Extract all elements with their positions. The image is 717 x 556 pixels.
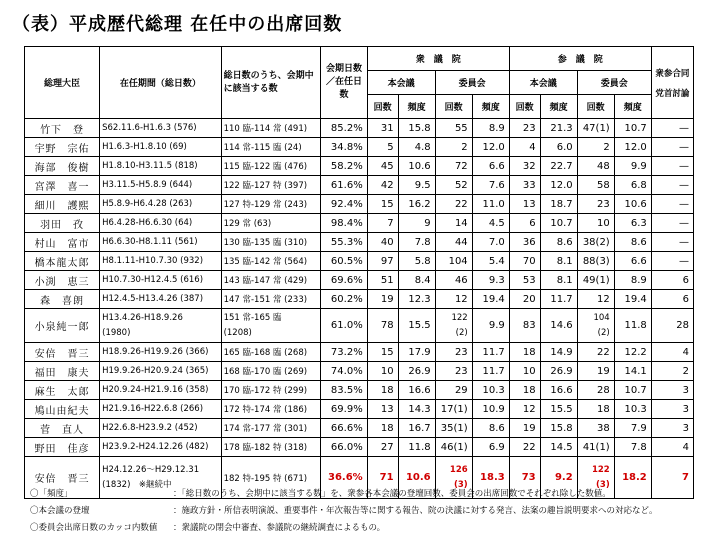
sh-iinkai-count: 17(1): [435, 400, 472, 419]
table-row: [25, 309, 694, 343]
header-kaisu: 回数: [509, 95, 540, 119]
sa-iinkai-count: 122 (3): [577, 457, 614, 499]
sa-iinkai-count: 104 (2): [577, 309, 614, 343]
header-joint-top: 衆参合同: [655, 68, 690, 79]
sa-honkaigi-count: 83: [509, 309, 540, 343]
sh-honkaigi-count: 78: [367, 309, 398, 343]
sh-honkaigi-freq: 16.7: [398, 419, 435, 438]
sa-honkaigi-count: 53: [509, 271, 540, 290]
sh-iinkai-count: 46(1): [435, 438, 472, 457]
joint-debate: 3: [651, 381, 693, 400]
sa-honkaigi-freq: 14.9: [540, 343, 577, 362]
notes: [30, 486, 658, 537]
sa-iinkai-freq: 6.6: [614, 252, 651, 271]
sh-honkaigi-count: 31: [367, 119, 398, 138]
sh-iinkai-freq: 19.4: [472, 290, 509, 309]
sa-honkaigi-count: 10: [509, 362, 540, 381]
sh-honkaigi-count: 15: [367, 195, 398, 214]
sa-honkaigi-freq: 12.0: [540, 176, 577, 195]
table-row: [25, 119, 694, 138]
term-period: H23.9.2-H24.12.26 (482): [100, 438, 221, 457]
sa-honkaigi-count: 23: [509, 119, 540, 138]
session-days: 174 常-177 常 (301): [221, 419, 321, 438]
sa-iinkai-freq: 7.9: [614, 419, 651, 438]
sh-iinkai-count: 2: [435, 138, 472, 157]
sh-iinkai-freq: 9.9: [472, 309, 509, 343]
sa-honkaigi-count: 36: [509, 233, 540, 252]
pm-name: 細川 護熙: [25, 195, 100, 214]
sa-honkaigi-freq: 11.7: [540, 290, 577, 309]
sh-iinkai-count: 22: [435, 195, 472, 214]
sh-honkaigi-count: 13: [367, 400, 398, 419]
joint-debate: 6: [651, 290, 693, 309]
sh-honkaigi-count: 97: [367, 252, 398, 271]
session-rate: 60.5%: [321, 252, 367, 271]
session-rate: 55.3%: [321, 233, 367, 252]
table-row: [25, 157, 694, 176]
sh-honkaigi-freq: 9: [398, 214, 435, 233]
joint-debate: 7: [651, 457, 693, 499]
sa-honkaigi-freq: 18.7: [540, 195, 577, 214]
sa-iinkai-freq: 11.8: [614, 309, 651, 343]
joint-debate: —: [651, 214, 693, 233]
pm-name: 羽田 孜: [25, 214, 100, 233]
term-period: H1.6.3-H1.8.10 (69): [100, 138, 221, 157]
table-row: [25, 362, 694, 381]
header-hindo: 頻度: [472, 95, 509, 119]
term-period: H6.6.30-H8.1.11 (561): [100, 233, 221, 252]
pm-name: 宮澤 喜一: [25, 176, 100, 195]
session-rate: 61.0%: [321, 309, 367, 343]
sh-iinkai-freq: 4.5: [472, 214, 509, 233]
sa-honkaigi-freq: 22.7: [540, 157, 577, 176]
session-days: 129 常 (63): [221, 214, 321, 233]
joint-debate: —: [651, 176, 693, 195]
joint-debate: —: [651, 157, 693, 176]
sa-iinkai-freq: 8.6: [614, 233, 651, 252]
term-period: H24.12.26～H29.12.31 (1832) ※継続中: [100, 457, 221, 499]
sh-honkaigi-count: 5: [367, 138, 398, 157]
session-days: 178 臨-182 特 (318): [221, 438, 321, 457]
sa-iinkai-freq: 10.7: [614, 119, 651, 138]
sh-honkaigi-count: 7: [367, 214, 398, 233]
pm-name: 小渕 恵三: [25, 271, 100, 290]
sh-iinkai-count: 46: [435, 271, 472, 290]
header-kaisu: 回数: [435, 95, 472, 119]
sh-honkaigi-freq: 12.3: [398, 290, 435, 309]
session-days: 127 特-129 常 (243): [221, 195, 321, 214]
sa-honkaigi-freq: 15.5: [540, 400, 577, 419]
header-period: 在任期間（総日数）: [100, 47, 221, 119]
sh-honkaigi-freq: 5.8: [398, 252, 435, 271]
table-row: [25, 381, 694, 400]
sa-honkaigi-count: 12: [509, 400, 540, 419]
sa-honkaigi-count: 4: [509, 138, 540, 157]
sa-iinkai-freq: 9.9: [614, 157, 651, 176]
sa-honkaigi-freq: 21.3: [540, 119, 577, 138]
header-sa-honkaigi: 本会議: [509, 71, 577, 95]
session-rate: 69.9%: [321, 400, 367, 419]
sa-honkaigi-count: 32: [509, 157, 540, 176]
joint-debate: 6: [651, 271, 693, 290]
sh-honkaigi-count: 45: [367, 157, 398, 176]
table-row: [25, 138, 694, 157]
header-hindo: 頻度: [398, 95, 435, 119]
sh-honkaigi-count: 19: [367, 290, 398, 309]
session-rate: 36.6%: [321, 457, 367, 499]
sh-honkaigi-count: 42: [367, 176, 398, 195]
sa-iinkai-freq: 8.9: [614, 271, 651, 290]
pm-name: 麻生 太郎: [25, 381, 100, 400]
session-rate: 69.6%: [321, 271, 367, 290]
sh-iinkai-count: 126 (3): [435, 457, 472, 499]
sh-honkaigi-freq: 15.8: [398, 119, 435, 138]
sa-iinkai-count: 12: [577, 290, 614, 309]
session-rate: 66.6%: [321, 419, 367, 438]
note-honkaigi: 〇本会議の登壇 ：施政方針・所信表明演説、重要事件・年次報告等に関する報告、院の決議に対する発言、法案の趣旨説明要求への対応など。: [30, 506, 658, 516]
term-period: H1.8.10-H3.11.5 (818): [100, 157, 221, 176]
session-days: 135 臨-142 常 (564): [221, 252, 321, 271]
sh-honkaigi-freq: 10.6: [398, 457, 435, 499]
sh-iinkai-count: 72: [435, 157, 472, 176]
sh-iinkai-freq: 10.9: [472, 400, 509, 419]
sh-honkaigi-count: 71: [367, 457, 398, 499]
sh-honkaigi-freq: 16.2: [398, 195, 435, 214]
sa-iinkai-count: 28: [577, 381, 614, 400]
sa-honkaigi-count: 13: [509, 195, 540, 214]
sa-honkaigi-count: 20: [509, 290, 540, 309]
session-days: 115 臨-122 臨 (476): [221, 157, 321, 176]
sa-honkaigi-freq: 8.1: [540, 271, 577, 290]
sa-honkaigi-freq: 16.6: [540, 381, 577, 400]
sh-iinkai-count: 122 (2): [435, 309, 472, 343]
sh-iinkai-freq: 11.0: [472, 195, 509, 214]
sa-honkaigi-count: 70: [509, 252, 540, 271]
session-days: 122 臨-127 特 (397): [221, 176, 321, 195]
term-period: H18.9.26-H19.9.26 (366): [100, 343, 221, 362]
sh-honkaigi-freq: 9.5: [398, 176, 435, 195]
sh-honkaigi-freq: 15.5: [398, 309, 435, 343]
table-row: [25, 233, 694, 252]
pm-name: 菅 直人: [25, 419, 100, 438]
session-rate: 34.8%: [321, 138, 367, 157]
table-row: [25, 195, 694, 214]
term-period: H21.9.16-H22.6.8 (266): [100, 400, 221, 419]
term-period: H20.9.24-H21.9.16 (358): [100, 381, 221, 400]
session-days: 165 臨-168 臨 (268): [221, 343, 321, 362]
sa-iinkai-freq: 12.0: [614, 138, 651, 157]
session-days: 143 臨-147 常 (429): [221, 271, 321, 290]
pm-name: 村山 富市: [25, 233, 100, 252]
sa-honkaigi-count: 22: [509, 438, 540, 457]
sa-iinkai-count: 19: [577, 362, 614, 381]
sa-honkaigi-freq: 8.6: [540, 233, 577, 252]
header-hindo: 頻度: [540, 95, 577, 119]
header-days: 総日数のうち、会期中に該当する数: [221, 47, 321, 119]
sh-iinkai-count: 44: [435, 233, 472, 252]
session-days: 170 臨-172 特 (299): [221, 381, 321, 400]
sa-iinkai-freq: 10.6: [614, 195, 651, 214]
sh-iinkai-count: 35(1): [435, 419, 472, 438]
sh-iinkai-freq: 9.3: [472, 271, 509, 290]
sh-iinkai-freq: 5.4: [472, 252, 509, 271]
session-rate: 98.4%: [321, 214, 367, 233]
pm-name: 福田 康夫: [25, 362, 100, 381]
pm-name: 森 喜朗: [25, 290, 100, 309]
pm-name: 鳩山由紀夫: [25, 400, 100, 419]
header-joint: [651, 47, 693, 119]
session-days: 182 特-195 特 (671): [221, 457, 321, 499]
sa-honkaigi-freq: 6.0: [540, 138, 577, 157]
table-row: [25, 214, 694, 233]
sa-iinkai-count: 48: [577, 157, 614, 176]
term-period: H3.11.5-H5.8.9 (644): [100, 176, 221, 195]
sa-iinkai-freq: 10.7: [614, 381, 651, 400]
joint-debate: —: [651, 119, 693, 138]
sh-iinkai-count: 52: [435, 176, 472, 195]
sa-iinkai-freq: 6.8: [614, 176, 651, 195]
sh-iinkai-count: 55: [435, 119, 472, 138]
sh-honkaigi-freq: 14.3: [398, 400, 435, 419]
session-rate: 83.5%: [321, 381, 367, 400]
pm-name: 安倍 晋三: [25, 457, 100, 499]
sh-honkaigi-freq: 16.6: [398, 381, 435, 400]
joint-debate: 3: [651, 400, 693, 419]
sh-honkaigi-freq: 4.8: [398, 138, 435, 157]
session-days: 114 常-115 臨 (24): [221, 138, 321, 157]
header-sa-iinkai: 委員会: [577, 71, 651, 95]
term-period: H13.4.26-H18.9.26 (1980): [100, 309, 221, 343]
sa-iinkai-freq: 7.8: [614, 438, 651, 457]
pm-name: 野田 佳彦: [25, 438, 100, 457]
header-shugiin: 衆 議 院: [367, 47, 509, 71]
header-joint-bottom: 党首討論: [655, 88, 690, 99]
table-row: [25, 343, 694, 362]
session-rate: 85.2%: [321, 119, 367, 138]
sa-honkaigi-freq: 8.1: [540, 252, 577, 271]
sh-iinkai-freq: 6.6: [472, 157, 509, 176]
table-row: [25, 438, 694, 457]
sh-honkaigi-count: 18: [367, 419, 398, 438]
term-period: H10.7.30-H12.4.5 (616): [100, 271, 221, 290]
sh-iinkai-freq: 11.7: [472, 343, 509, 362]
header-hindo: 頻度: [614, 95, 651, 119]
joint-debate: 4: [651, 343, 693, 362]
sa-iinkai-freq: 19.4: [614, 290, 651, 309]
joint-debate: —: [651, 252, 693, 271]
session-days: 168 臨-170 臨 (269): [221, 362, 321, 381]
sh-honkaigi-count: 15: [367, 343, 398, 362]
sh-honkaigi-count: 40: [367, 233, 398, 252]
sh-iinkai-freq: 12.0: [472, 138, 509, 157]
sa-honkaigi-count: 18: [509, 343, 540, 362]
sh-honkaigi-freq: 17.9: [398, 343, 435, 362]
sh-iinkai-count: 23: [435, 343, 472, 362]
joint-debate: 2: [651, 362, 693, 381]
table-row: [25, 419, 694, 438]
table-row: [25, 271, 694, 290]
sh-iinkai-count: 29: [435, 381, 472, 400]
term-period: H19.9.26-H20.9.24 (365): [100, 362, 221, 381]
sa-iinkai-count: 10: [577, 214, 614, 233]
note-iinkai: 〇委員会出席日数のカッコ内数値 ：衆議院の閉会中審査、参議院の継続調査によるもの。: [30, 523, 386, 533]
pm-name: 宇野 宗佑: [25, 138, 100, 157]
sh-iinkai-freq: 11.7: [472, 362, 509, 381]
session-rate: 60.2%: [321, 290, 367, 309]
sh-iinkai-count: 104: [435, 252, 472, 271]
table-row: [25, 400, 694, 419]
sh-iinkai-count: 14: [435, 214, 472, 233]
sa-honkaigi-freq: 26.9: [540, 362, 577, 381]
sh-honkaigi-freq: 8.4: [398, 271, 435, 290]
session-days: 110 臨-114 常 (491): [221, 119, 321, 138]
pm-name: 安倍 晋三: [25, 343, 100, 362]
term-period: H12.4.5-H13.4.26 (387): [100, 290, 221, 309]
joint-debate: —: [651, 195, 693, 214]
sh-honkaigi-count: 18: [367, 381, 398, 400]
page-title: （表）平成歴代総理 在任中の出席回数: [12, 14, 343, 35]
sh-iinkai-freq: 8.9: [472, 119, 509, 138]
sh-iinkai-freq: 7.6: [472, 176, 509, 195]
sa-honkaigi-count: 6: [509, 214, 540, 233]
sh-honkaigi-count: 27: [367, 438, 398, 457]
sh-honkaigi-freq: 11.8: [398, 438, 435, 457]
sa-iinkai-count: 88(3): [577, 252, 614, 271]
sh-iinkai-freq: 7.0: [472, 233, 509, 252]
sh-honkaigi-freq: 26.9: [398, 362, 435, 381]
session-rate: 66.0%: [321, 438, 367, 457]
sa-iinkai-count: 47(1): [577, 119, 614, 138]
sh-iinkai-freq: 6.9: [472, 438, 509, 457]
sa-honkaigi-count: 73: [509, 457, 540, 499]
joint-debate: 3: [651, 419, 693, 438]
sh-iinkai-freq: 18.3: [472, 457, 509, 499]
sa-iinkai-count: 2: [577, 138, 614, 157]
sh-honkaigi-count: 51: [367, 271, 398, 290]
joint-debate: —: [651, 233, 693, 252]
session-rate: 92.4%: [321, 195, 367, 214]
session-days: 130 臨-135 臨 (310): [221, 233, 321, 252]
sh-honkaigi-freq: 7.8: [398, 233, 435, 252]
sa-honkaigi-freq: 14.6: [540, 309, 577, 343]
header-kaisu: 回数: [577, 95, 614, 119]
sa-honkaigi-freq: 10.7: [540, 214, 577, 233]
session-rate: 74.0%: [321, 362, 367, 381]
session-days: 147 常-151 常 (233): [221, 290, 321, 309]
sh-iinkai-count: 12: [435, 290, 472, 309]
header-sh-honkaigi: 本会議: [367, 71, 435, 95]
term-period: S62.11.6-H1.6.3 (576): [100, 119, 221, 138]
sa-iinkai-count: 23: [577, 195, 614, 214]
term-period: H5.8.9-H6.4.28 (263): [100, 195, 221, 214]
session-rate: 73.2%: [321, 343, 367, 362]
sa-honkaigi-count: 18: [509, 381, 540, 400]
sa-iinkai-count: 49(1): [577, 271, 614, 290]
sh-iinkai-freq: 8.6: [472, 419, 509, 438]
sh-honkaigi-freq: 10.6: [398, 157, 435, 176]
pm-name: 橋本龍太郎: [25, 252, 100, 271]
sa-iinkai-count: 18: [577, 400, 614, 419]
sa-honkaigi-count: 19: [509, 419, 540, 438]
sh-iinkai-count: 23: [435, 362, 472, 381]
sa-honkaigi-freq: 15.8: [540, 419, 577, 438]
term-period: H8.1.11-H10.7.30 (932): [100, 252, 221, 271]
table-row: [25, 252, 694, 271]
sa-iinkai-count: 41(1): [577, 438, 614, 457]
header-rate: 会期日数／在任日数: [321, 47, 367, 119]
joint-debate: —: [651, 138, 693, 157]
header-sh-iinkai: 委員会: [435, 71, 509, 95]
sa-iinkai-freq: 18.2: [614, 457, 651, 499]
sa-honkaigi-count: 33: [509, 176, 540, 195]
sa-iinkai-freq: 10.3: [614, 400, 651, 419]
sh-iinkai-freq: 10.3: [472, 381, 509, 400]
header-name: 総理大臣: [25, 47, 100, 119]
pm-name: 海部 俊樹: [25, 157, 100, 176]
session-rate: 61.6%: [321, 176, 367, 195]
joint-debate: 28: [651, 309, 693, 343]
pm-name: 竹下 登: [25, 119, 100, 138]
header-sangiin: 参 議 院: [509, 47, 651, 71]
term-period: H22.6.8-H23.9.2 (452): [100, 419, 221, 438]
sa-honkaigi-freq: 9.2: [540, 457, 577, 499]
sa-iinkai-count: 22: [577, 343, 614, 362]
pm-name: 小泉純一郎: [25, 309, 100, 343]
term-period: H6.4.28-H6.6.30 (64): [100, 214, 221, 233]
note-hindo: 〇「頻度」 ：「総日数のうち、会期中に該当する数」を、衆参各本会議の登壇回数、委員会の出席回数でそれぞれ除した数値。: [30, 489, 611, 499]
attendance-table: [24, 46, 694, 499]
header-kaisu: 回数: [367, 95, 398, 119]
sa-honkaigi-freq: 14.5: [540, 438, 577, 457]
sa-iinkai-count: 38(2): [577, 233, 614, 252]
session-rate: 58.2%: [321, 157, 367, 176]
joint-debate: 4: [651, 438, 693, 457]
sa-iinkai-count: 38: [577, 419, 614, 438]
session-days: 172 特-174 常 (186): [221, 400, 321, 419]
sh-honkaigi-count: 10: [367, 362, 398, 381]
session-days: 151 常-165 臨 (1208): [221, 309, 321, 343]
sa-iinkai-freq: 6.3: [614, 214, 651, 233]
sa-iinkai-count: 58: [577, 176, 614, 195]
sa-iinkai-freq: 12.2: [614, 343, 651, 362]
table-row: [25, 176, 694, 195]
sa-iinkai-freq: 14.1: [614, 362, 651, 381]
table-row: [25, 290, 694, 309]
